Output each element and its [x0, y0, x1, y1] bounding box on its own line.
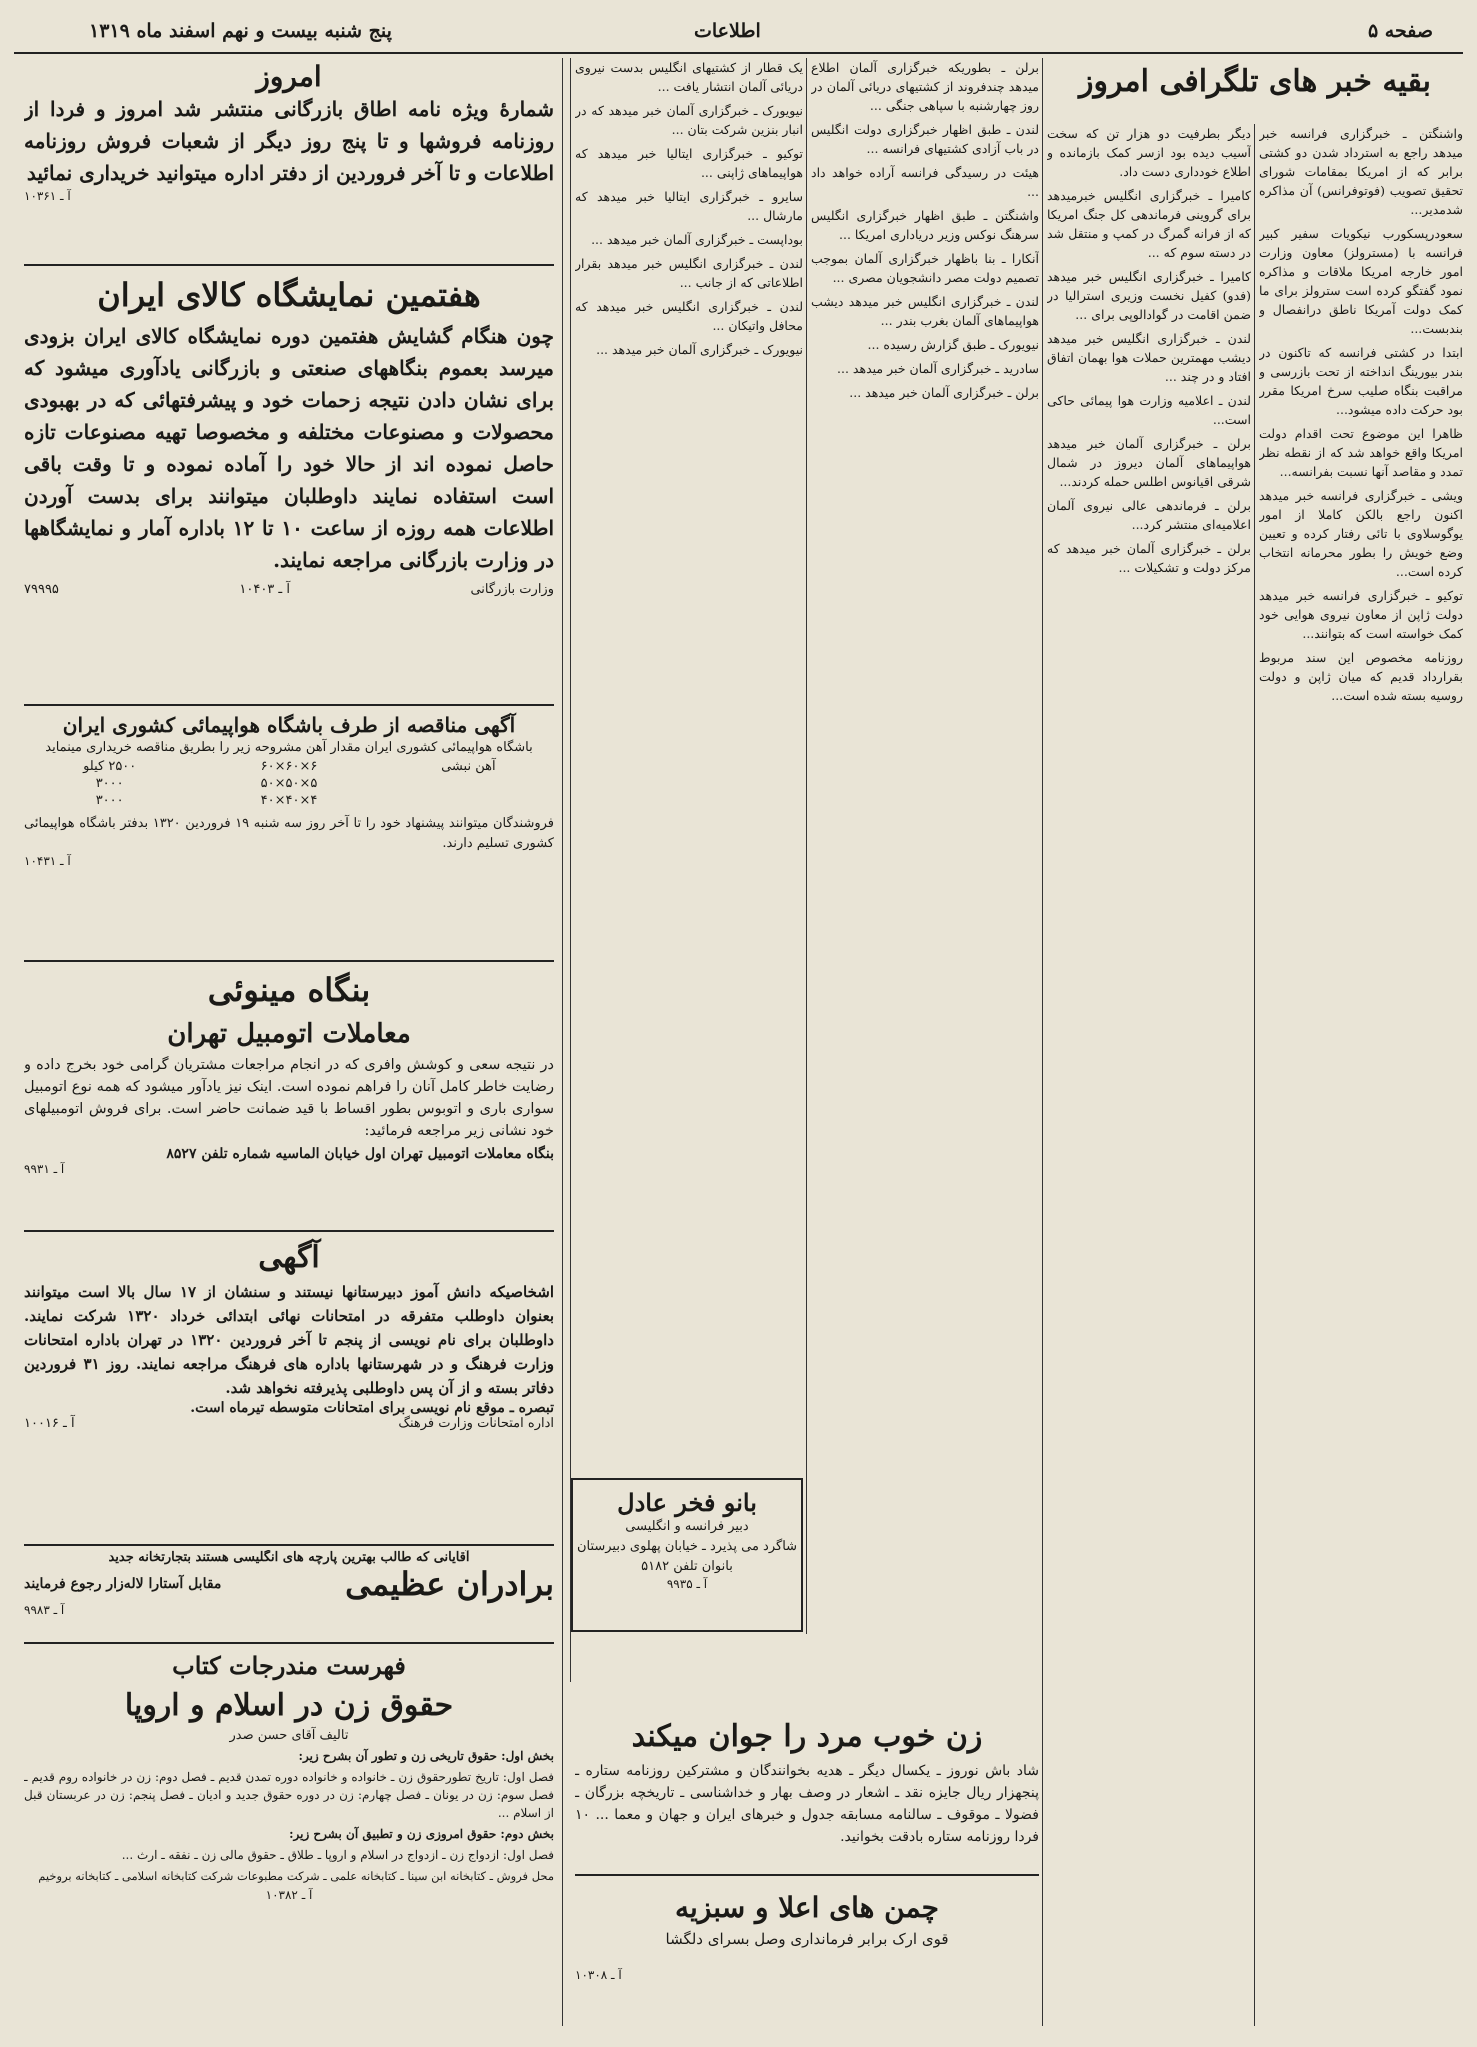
news-item: واشنگتن ـ خبرگزاری فرانسه خبر میدهد راجع به استرداد شدن دو کشتی برابر که از امریکا بمقامات شورای تحقیق تصویب (فوتوفرانس) آن مذاکره شدمدیر... — [1259, 126, 1463, 217]
spec-cell: ۳۰۰۰ — [95, 793, 124, 808]
news-column-2 — [1047, 124, 1251, 2026]
news-item: نیویورک ـ طبق گزارش رسیده ... — [867, 337, 1039, 352]
toc-section: بخش اول: حقوق تاریخی زن و تطور آن بشرح زیر: — [298, 1749, 554, 1763]
ad-signature: وزارت بازرگانی — [470, 582, 554, 597]
ad-body: اشخاصیکه دانش آموز دبیرستانها نیستند و سنشان از ۱۷ سال بالا است میتوانند بعنوان داوطلب متفرقه در امتحانات نهائی ابتدائی خرداد ۱۳۲۰ شرکت نمایند. داوطلبان برای نام نویسی از پنجم تا آخر فروردین ۱۳۲۰ در تهران باداره امتحانات وزارت فرهنگ و در شهرستانها باداره های فرهنگ مراجعه نمایند. روز ۳۱ فروردین دفاتر بسته و از آن پس داوطلبی پذیرفته نخواهد شد. — [24, 1283, 554, 1397]
news-item: ظاهرا این موضوع تحت اقدام دولت امریکا واقع خواهد شد که از نقطه نظر تمدد و مقاصد آنها نسبت بفرانسه... — [1259, 426, 1463, 479]
telegraph-header: بقیه خبر های تلگرافی امروز — [1078, 64, 1432, 99]
emrooz-ad — [24, 60, 554, 266]
ad-body: در نتیجه سعی و کوشش وافری که در انجام مراجعات مشتریان گرامی خود بخرج داده و رضایت خاطر کامل آنان را فراهم نموده است. اینک نیز یادآور میشود که همه نوع اتومبیل سواری باری و اتوبوس بطور اقساط با قید ضمانت حاضر است. برای فروش اتومبیلهای خود نشانی زیر مراجعه فرمائید: — [24, 1057, 554, 1139]
spec-cell: ۳۰۰۰ — [95, 776, 124, 791]
news-item: توکیو ـ خبرگزاری فرانسه خبر میدهد دولت ژاپن از معاون نیروی هوایی خود کمک خواسته است که بتوانند... — [1259, 588, 1463, 641]
spec-cell: ۵×۵۰×۵۰ — [260, 776, 318, 791]
ad-code: آ ـ ۱۰۰۱۶ — [24, 1416, 75, 1431]
ad-headline: آگهی — [258, 1240, 320, 1275]
news-item: لندن ـ خبرگزاری انگلیس خبر میدهد دیشب مهمترین حملات هوا بهمان اتفاق افتاد و در چند ... — [1047, 331, 1251, 384]
news-item: آنکارا ـ بنا باظهار خبرگزاری آلمان بموجب تصمیم دولت مصر دانشجویان مصری ... — [811, 251, 1039, 285]
date-line: پنج شنبه بیست و نهم اسفند ماه ۱۳۱۹ — [89, 20, 392, 42]
tutor-ad — [571, 1478, 803, 1632]
book-sales-points: محل فروش ـ کتابخانه ابن سینا ـ کتابخانه علمی ـ شرکت مطبوعات شرکت کتابخانه اسلامی ـ کتابخانه بروخیم — [38, 1869, 554, 1883]
ad-signature: اداره امتحانات وزارت فرهنگ — [398, 1416, 554, 1431]
ad-headline: آگهی مناقصه از طرف باشگاه هواپیمائی کشوری ایران — [62, 713, 516, 737]
ad-headline: چمن های اعلا و سبزیه — [675, 1891, 939, 1924]
ad-code: آ ـ ۹۹۳۱ — [24, 1162, 65, 1176]
news-item: دیگر بطرفیت دو هزار تن که سخت آسیب دیده بود ازسر کمک بازمانده و اطلاع خودداری دست داد. — [1047, 126, 1251, 179]
news-item: ویشی ـ خبرگزاری فرانسه خبر میدهد اکنون راجع بالکن کاملا از امور یوگوسلاوی با تائی رفتار کرده و تعیین وضع خویش را بطور محرمانه انتخاب کرده است... — [1259, 488, 1463, 579]
ad-subtitle: معاملات اتومبیل تهران — [167, 1019, 411, 1049]
newspaper-page — [14, 14, 1463, 2033]
news-column-1 — [1259, 124, 1463, 2026]
spec-cell: آهن نبشی — [441, 759, 496, 774]
ad-headline: امروز — [256, 60, 322, 93]
news-item: بوداپست ـ خبرگزاری آلمان خبر میدهد ... — [591, 232, 803, 247]
ad-body: قوی ارک برابر فرمانداری وصل بسرای دلگشا — [665, 1930, 949, 1948]
news-item: یک قطار از کشتیهای انگلیس بدست نیروی دریائی آلمان انتشار یافت ... — [575, 60, 803, 94]
ad-code: آ ـ ۱۰۴۳۱ — [24, 854, 71, 868]
ad-code: آ ـ ۹۹۸۳ — [24, 1603, 65, 1617]
news-item: سایرو ـ خبرگزاری ایتالیا خبر میدهد که مارشال ... — [575, 189, 803, 223]
news-item: برلن ـ خبرگزاری آلمان خبر میدهد ... — [849, 385, 1039, 400]
ad-code: آ ـ ۱۰۳۶۱ — [24, 189, 71, 203]
ad-headline: زن خوب مرد را جوان میکند — [631, 1719, 983, 1754]
ad-footer — [24, 582, 554, 597]
news-item: نیویورک ـ خبرگزاری آلمان خبر میدهد ... — [596, 342, 803, 357]
ad-line: آقایانی که طالب بهترین پارچه های انگلیسی هستند بتجارتخانه جدید — [108, 1550, 470, 1565]
news-item: کامیرا ـ خبرگزاری انگلیس خبرمیدهد برای گروینی فرماندهی کل جنگ امریکا که از فرانه گمرگ در کمپ و منتقل شد در دسته سوم که ... — [1047, 188, 1251, 260]
news-item: نیویورک ـ خبرگزاری آلمان خبر میدهد که در انبار بنزین شرکت بتان ... — [575, 103, 803, 137]
ad-phone: ۷۹۹۹۵ — [24, 582, 59, 597]
ad-headline: برادران عظیمی — [345, 1565, 554, 1603]
ad-code: آ ـ ۱۰۳۰۸ — [575, 1968, 622, 1982]
news-item: سادرید ـ خبرگزاری آلمان خبر میدهد ... — [837, 361, 1039, 376]
page-number: صفحه ۵ — [1367, 20, 1433, 42]
ad-body: شمارهٔ ویژه نامه اطاق بازرگانی منتشر شد امروز و فردا از روزنامه فروشها و تا پنج روز دیگر از شعبات فروش روزنامه اطلاعات و تا آخر فروردین از دفتر اداره میتوانید خریداری نمائید — [24, 97, 554, 185]
news-item: برلن ـ بطوریکه خبرگزاری آلمان اطلاع میدهد چندفروند از کشتیهای دریائی آلمان در روز چهارشنبه با سپاهی جنگی ... — [811, 60, 1039, 113]
toc-section: بخش دوم: حقوق امروزی زن و تطبیق آن بشرح زیر: — [289, 1827, 554, 1841]
azimi-brothers-ad — [24, 1550, 554, 1644]
news-column-4 — [575, 58, 803, 1468]
ad-line: مقابل آستارا لاله‌زار رجوع فرمایند — [24, 1576, 222, 1592]
book-contents-ad — [24, 1648, 554, 2026]
book-author: تالیف آقای حسن صدر — [229, 1728, 349, 1743]
news-item: لندن ـ طبق اظهار خبرگزاری دولت انگلیس در باب آزادی کشتیهای فرانسه ... — [811, 122, 1039, 156]
ad-headline: فهرست مندرجات کتاب — [172, 1651, 406, 1680]
news-item: لندن ـ خبرگزاری انگلیس خبر میدهد بقرار اطلاعاتی که از جانب ... — [575, 256, 803, 290]
ad-address: بنگاه معاملات اتومبیل تهران اول خیابان الماسیه شماره تلفن ۸۵۲۷ — [166, 1146, 554, 1162]
news-item: برلن ـ فرماندهی عالی نیروی آلمان اعلامیه‌ای منتشر کرد... — [1047, 498, 1251, 532]
tutor-name: بانو فخر عادل — [617, 1488, 757, 1517]
tutor-address: شاگرد می پذیرد ـ خیابان پهلوی دبیرستان بانوان تلفن ۵۱۸۲ — [576, 1539, 798, 1574]
spec-cell: ۲۵۰۰ کیلو — [83, 759, 137, 774]
news-item: توکیو ـ خبرگزاری ایتالیا خبر میدهد که هواپیماهای ژاپنی ... — [575, 146, 803, 180]
tender-ad — [24, 710, 554, 962]
news-item: برلن ـ خبرگزاری آلمان خبر میدهد هواپیماهای آلمان دیروز در شمال شرقی اقیانوس اطلس حمله کردند... — [1047, 436, 1251, 489]
news-item: روزنامه مخصوص این سند مربوط بقرارداد قدیم که میان ژاپن و دولت روسیه بسته شده است... — [1259, 650, 1463, 703]
garden-ad — [575, 1886, 1039, 2016]
ad-headline: هفتمین نمایشگاه کالای ایران — [97, 276, 481, 314]
news-item: لندن ـ خبرگزاری انگلیس خبر میدهد دیشب هواپیماهای آلمان بغرب بندر ... — [811, 294, 1039, 328]
ad-note: تبصره ـ موقع نام نویسی برای امتحانات متوسطه تیرماه است. — [190, 1400, 554, 1416]
news-item: لندن ـ اعلامیه وزارت هوا پیمائی حاکی است... — [1047, 393, 1251, 427]
news-item: برلن ـ خبرگزاری آلمان خبر میدهد که مرکز دولت و تشکیلات ... — [1047, 541, 1251, 575]
spec-cell: ۶×۶۰×۶۰ — [260, 759, 318, 774]
news-item: ابتدا در کشتی فرانسه که تاکنون در بندر بیورینگ انداخته از تحت بازرسی و مراقبت بنگاه صلیب سرخ امریکا مقرر بود حرکت داده میشود... — [1259, 345, 1463, 417]
ad-code: آ ـ ۹۹۳۵ — [666, 1577, 708, 1591]
ad-footer — [24, 1416, 554, 1431]
newspaper-name: اطلاعات — [694, 20, 761, 42]
setareh-newspaper-ad — [575, 1714, 1039, 1876]
ad-intro: باشگاه هواپیمائی کشوری ایران مقدار آهن مشروحه زیر را بطریق مناقصه خریداری مینماید — [45, 740, 533, 755]
ad-body: چون هنگام گشایش هفتمین دوره نمایشگاه کالای ایران بزودی میرسد بعموم بنگاههای صنعتی و بازرگانی یادآوری میشود که برای نشان دادن نتیجه زحمات خود و پیشرفتهائی که در بهبودی محصولات و مصنوعات مختلفه و مخصوصا تهیه مصنوعات تازه حاصل نموده اند از حالا خود را آماده نموده و تا وقت باقی است استفاده نمایند داوطلبان میتوانند برای بدست آوردن اطلاعات همه روزه از ساعت ۱۰ تا ۱۲ باداره آمار و نمایشگاهها در وزارت بازرگانی مراجعه نمایند. — [24, 324, 554, 572]
masthead — [14, 14, 1463, 54]
ad-code: آ ـ ۱۰۳۸۲ — [265, 1888, 313, 1902]
ad-headline: بنگاه مینوئی — [207, 971, 371, 1009]
news-item: سعودرپسکورب نیکویات سفیر کبیر فرانسه با (مسترولز) معاون وزارت امور خارجه امریکا ملاقات و مذاکره نمود گفتگو کرده است سترولز برای ما کمک دولت آمریکا ناطق درانفصال و بندبست... — [1259, 226, 1463, 336]
news-item: واشنگتن ـ طبق اظهار خبرگزاری انگلیس سرهنگ نوکس وزیر دریاداری امریکا ... — [811, 208, 1039, 242]
book-title: حقوق زن در اسلام و اروپا — [124, 1688, 454, 1723]
toc-body: فصل اول: ازدواج زن ـ ازدواج در اسلام و اروپا ـ طلاق ـ حقوق مالی زن ـ نفقه ـ ارث ... — [121, 1848, 554, 1862]
tutor-subject: دبیر فرانسه و انگلیسی — [625, 1519, 749, 1534]
spec-table — [24, 759, 554, 808]
ad-code: آ ـ ۱۰۴۰۳ — [239, 582, 290, 597]
toc-body: فصل اول: تاریخ تطورحقوق زن ـ خانواده و خانواده دوره تمدن قدیم ـ فصل دوم: زن در خانواده روم قدیم ـ فصل سوم: زن در یونان ـ فصل چهارم: زن در دوره حقوق جدید و ادیان ـ فصل پنجم: زن در عربستان قبل از اسلام ... — [24, 1770, 554, 1820]
exam-notice-ad — [24, 1236, 554, 1546]
spec-cell: ۴×۴۰×۴۰ — [260, 793, 318, 808]
exhibition-ad — [24, 270, 554, 706]
news-item: کامیرا ـ خبرگزاری انگلیس خبر میدهد (فدو) کفیل نخست وزیری استرالیا در ضمن اقامت در گوادالوپی برای ... — [1047, 269, 1251, 322]
news-item: هیئت در رسیدگی فرانسه آراده خواهد داد ... — [811, 165, 1039, 199]
news-column-3 — [811, 58, 1039, 1634]
minooei-ad — [24, 966, 554, 1232]
ad-body: فروشندگان میتوانند پیشنهاد خود را تا آخر روز سه شنبه ۱۹ فروردین ۱۳۲۰ بدفتر باشگاه هواپیمائی کشوری تسلیم دارند. — [24, 816, 554, 851]
ad-body: شاد باش نوروز ـ یکسال دیگر ـ هدیه بخوانندگان و مشترکین روزنامه ستاره ـ پنجهزار ریال جایزه نقد ـ اشعار در وصف بهار و خداشناسی ـ تاریخچه بزرگان ـ فضولا ـ موقوف ـ سالنامه مسابقه جدول و خبرهای ایران و جهان و معما ... ۱۰ فردا روزنامه ستاره بادقت بخوانید. — [575, 1763, 1039, 1845]
news-item: لندن ـ خبرگزاری انگلیس خبر میدهد که محافل واتیکان ... — [575, 299, 803, 333]
